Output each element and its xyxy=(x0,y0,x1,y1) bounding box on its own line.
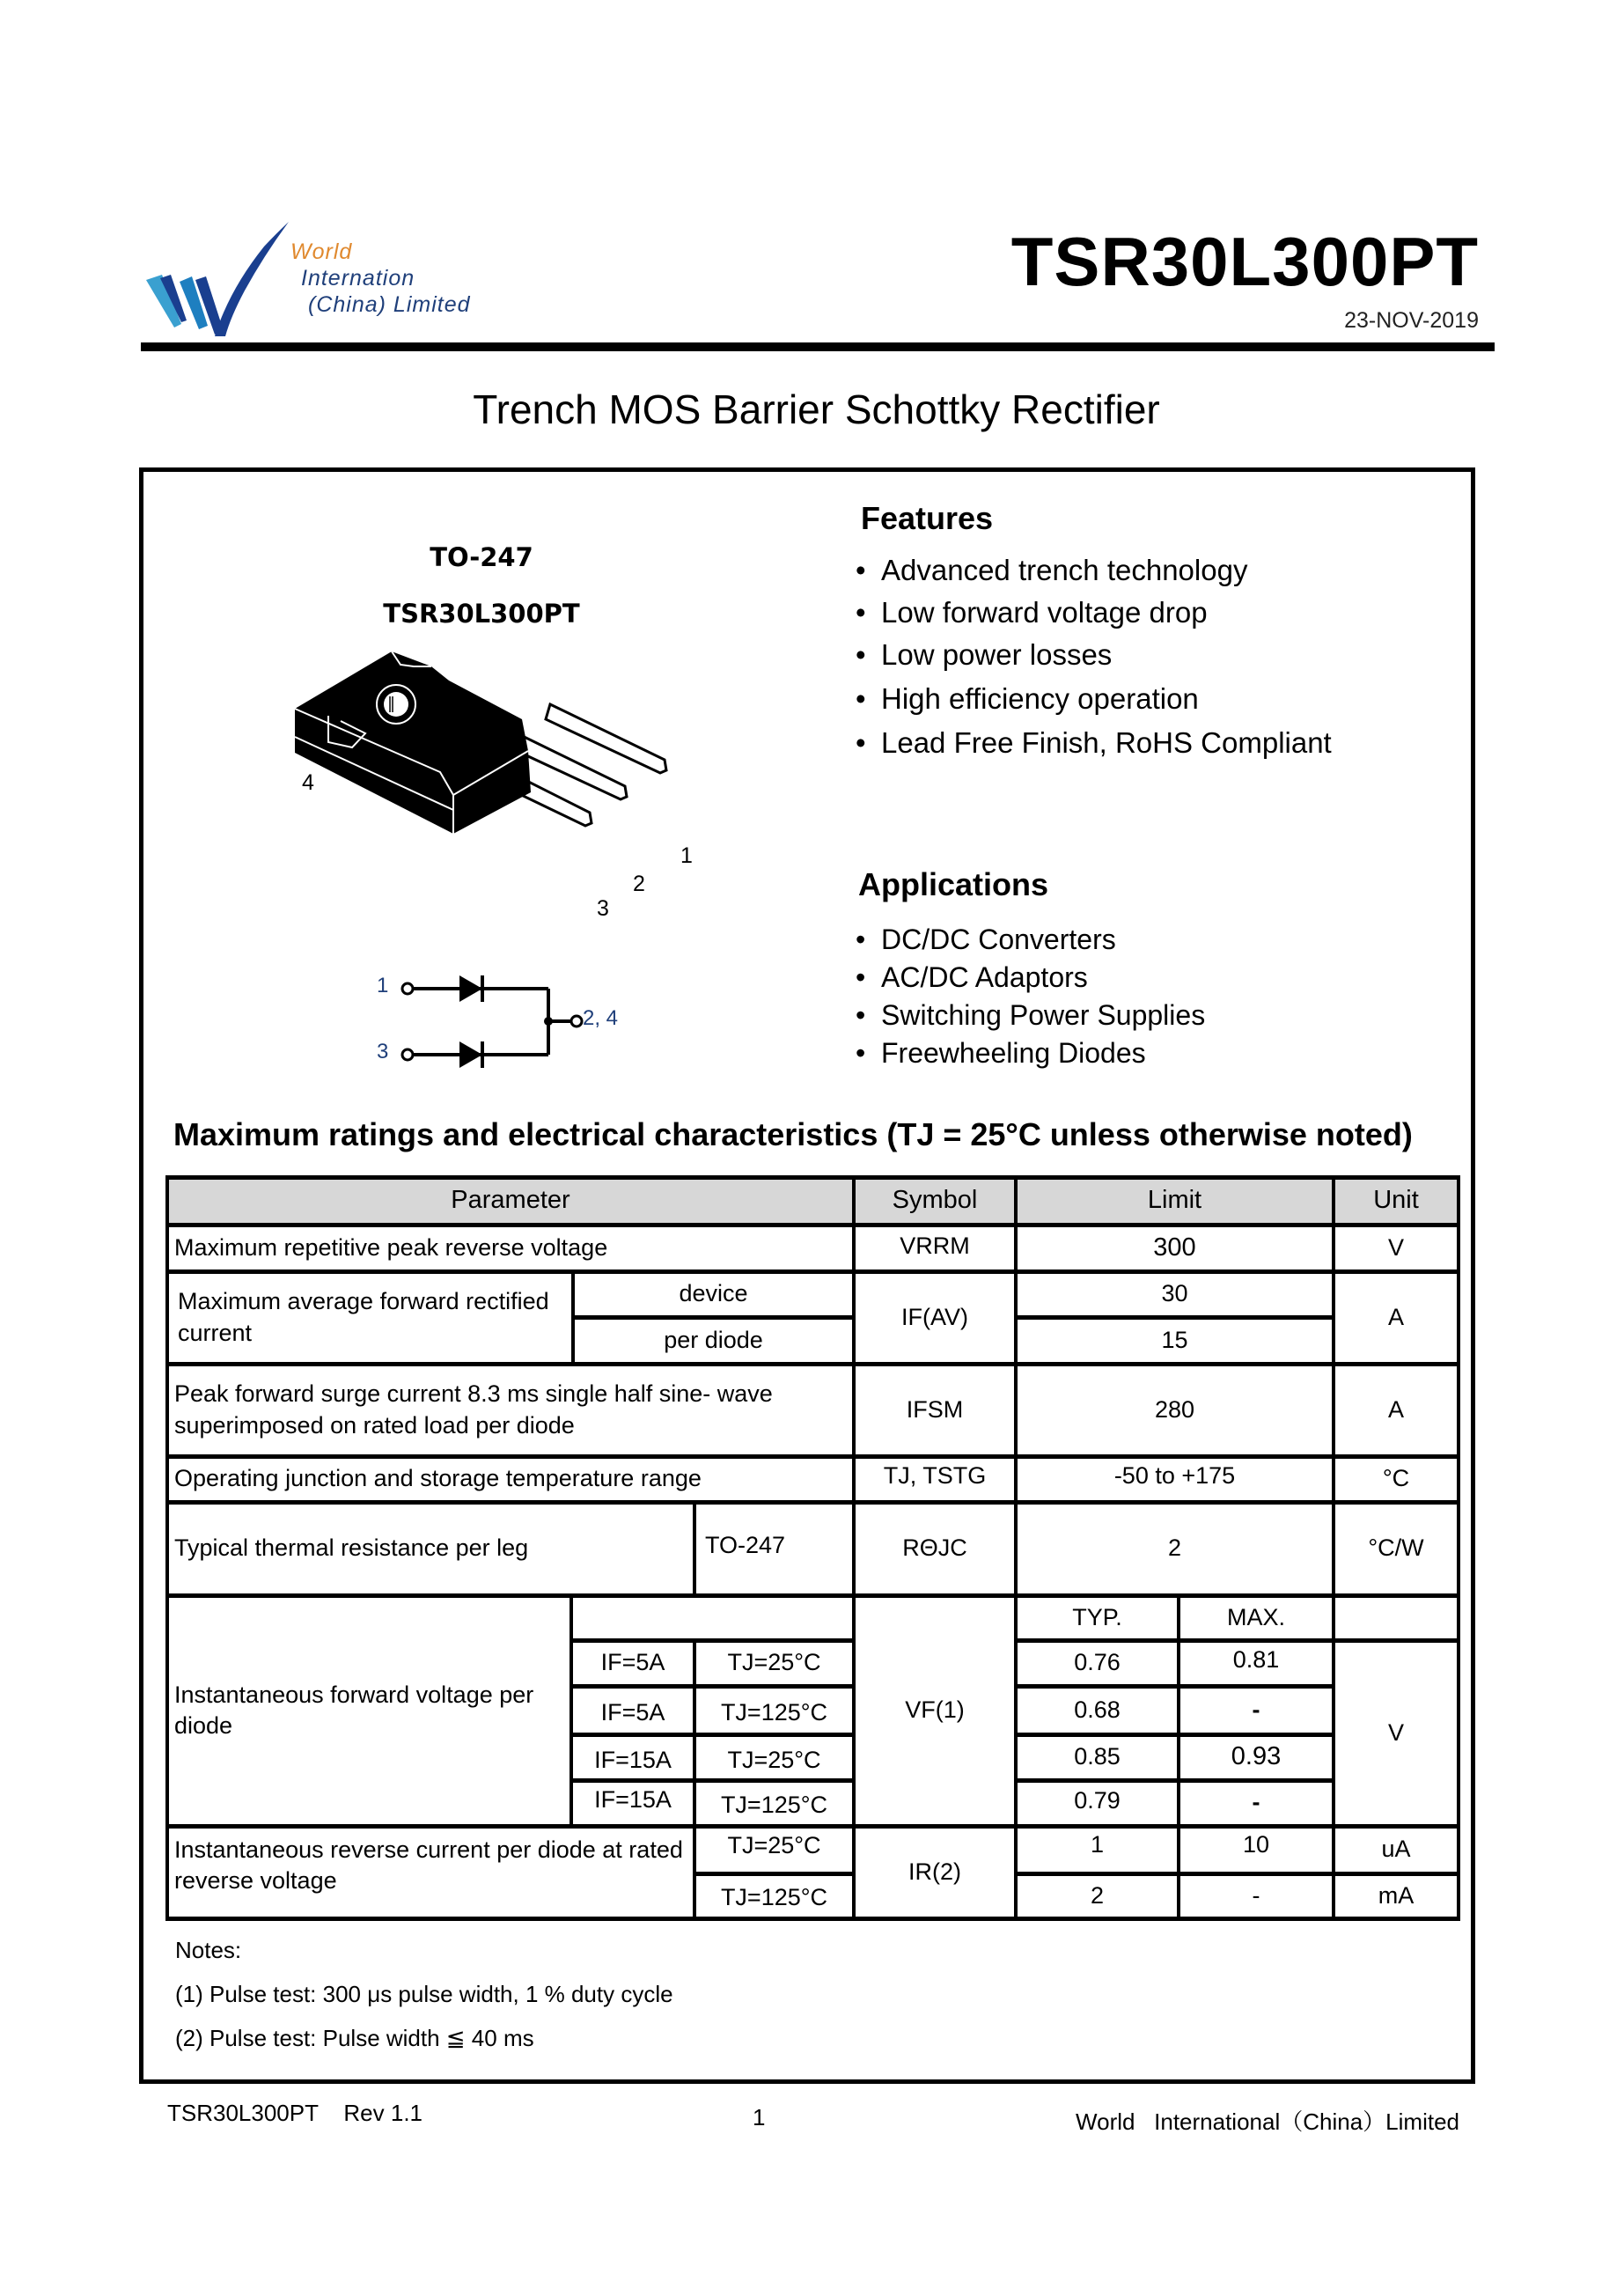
table-divider xyxy=(167,1454,1459,1459)
table-divider xyxy=(167,1500,1459,1505)
rth-package: TO-247 xyxy=(705,1532,786,1559)
logo-internation-text: Internation xyxy=(301,266,415,291)
ir-parameter: Instantaneous reverse current per diode at rated reverse voltage xyxy=(174,1836,683,1894)
application-item: • Freewheeling Diodes xyxy=(854,1034,1205,1072)
rth-symbol: RΘJC xyxy=(902,1534,967,1562)
rth-parameter: Typical thermal resistance per leg xyxy=(174,1534,529,1562)
vf-tj-condition: TJ=25°C xyxy=(727,1746,821,1773)
table-divider xyxy=(852,1177,856,1918)
vf-typ-header: TYP. xyxy=(1072,1603,1122,1630)
header-symbol: Symbol xyxy=(892,1186,978,1215)
tj-unit: °C xyxy=(1382,1465,1410,1492)
table-divider xyxy=(693,1826,696,1918)
schematic-pin-3-label: 3 xyxy=(377,1040,389,1063)
table-divider xyxy=(571,1733,854,1737)
logo-world-text: World xyxy=(290,239,353,264)
feature-item: • Low forward voltage drop xyxy=(854,592,1332,634)
note-item: (1) Pulse test: 300 μs pulse width, 1 % duty cycle xyxy=(175,1981,673,2007)
ir-max-value: 10 xyxy=(1242,1831,1270,1858)
table-divider xyxy=(1332,1177,1335,1918)
vf-tj-condition: TJ=125°C xyxy=(720,1791,828,1818)
ratings-table-title: Maximum ratings and electrical characteristics (TJ = 25°C unless otherwise noted) xyxy=(173,1116,1413,1152)
ir-tj-condition: TJ=125°C xyxy=(720,1884,828,1911)
ir-max-value: - xyxy=(1252,1881,1260,1909)
table-divider xyxy=(694,1872,854,1876)
feature-item: • High efficiency operation xyxy=(854,678,1332,720)
table-divider xyxy=(571,1684,854,1689)
header-divider xyxy=(141,342,1495,351)
vrrm-parameter: Maximum repetitive peak reverse voltage xyxy=(174,1233,608,1261)
footer-doc-revision: TSR30L300PT Rev 1.1 xyxy=(167,2100,423,2126)
ifav-limit-device: 30 xyxy=(1161,1280,1188,1307)
table-divider xyxy=(1177,1595,1180,1826)
feature-item: • Lead Free Finish, RoHS Compliant xyxy=(854,722,1332,764)
ifav-parameter: Maximum average forward rectified current xyxy=(178,1288,549,1346)
table-border xyxy=(167,1175,1459,1180)
schematic-pin-2-4-label: 2, 4 xyxy=(583,1006,619,1030)
vf-max-header: MAX. xyxy=(1226,1603,1285,1630)
package-name: TO-247 xyxy=(430,542,533,572)
table-divider xyxy=(1016,1778,1334,1783)
schematic-pin-1-label: 1 xyxy=(377,974,389,997)
vf-unit: V xyxy=(1387,1718,1404,1746)
part-number-heading: TSR30L300PT xyxy=(1010,223,1479,300)
table-divider xyxy=(573,1315,854,1320)
note-item: (2) Pulse test: Pulse width ≦ 40 ms xyxy=(175,2025,534,2051)
table-divider xyxy=(167,1824,1459,1829)
ifav-unit: A xyxy=(1387,1303,1404,1330)
vf-if-condition: IF=5A xyxy=(600,1699,665,1726)
company-logo xyxy=(141,211,493,343)
table-divider xyxy=(571,1778,854,1783)
document-title: Trench MOS Barrier Schottky Rectifier xyxy=(473,386,1160,432)
ifav-limit-per-diode: 15 xyxy=(1161,1326,1188,1353)
tj-limit: -50 to +175 xyxy=(1113,1462,1236,1490)
application-item: • Switching Power Supplies xyxy=(854,997,1205,1034)
vf-max-value: - xyxy=(1252,1696,1260,1723)
ir-typ-value: 2 xyxy=(1090,1881,1105,1909)
ifsm-parameter: Peak forward surge current 8.3 ms single half sine- wave superimposed on rated load per diode xyxy=(174,1380,773,1439)
table-divider xyxy=(571,1271,575,1364)
table-divider xyxy=(167,1269,1459,1274)
vf-typ-value: 0.68 xyxy=(1074,1696,1121,1723)
vf-max-value: 0.81 xyxy=(1232,1646,1280,1674)
header-limit: Limit xyxy=(1147,1186,1202,1215)
applications-list xyxy=(854,921,1205,1072)
features-heading: Features xyxy=(861,500,994,536)
vrrm-limit: 300 xyxy=(1153,1233,1196,1262)
ir-unit: uA xyxy=(1381,1836,1411,1863)
ir-symbol: IR(2) xyxy=(908,1858,961,1885)
ifav-condition-per-diode: per diode xyxy=(664,1326,763,1353)
ifav-symbol: IF(AV) xyxy=(901,1303,968,1330)
table-divider xyxy=(167,1593,1459,1598)
vf-if-condition: IF=15A xyxy=(594,1786,672,1814)
footer-company: World International（China）Limited xyxy=(1076,2108,1459,2135)
table-divider xyxy=(570,1595,573,1826)
footer-page-number: 1 xyxy=(753,2104,766,2130)
application-item: • DC/DC Converters xyxy=(854,921,1205,959)
table-divider xyxy=(1016,1684,1334,1689)
package-part-number: TSR30L300PT xyxy=(383,599,580,629)
application-item: • AC/DC Adaptors xyxy=(854,959,1205,997)
vrrm-symbol: VRRM xyxy=(900,1233,970,1260)
applications-heading: Applications xyxy=(858,866,1049,902)
ir-typ-value: 1 xyxy=(1090,1831,1105,1858)
pin-3-label: 3 xyxy=(597,896,609,921)
ifsm-unit: A xyxy=(1387,1395,1404,1423)
vf-if-condition: IF=5A xyxy=(600,1649,665,1676)
ifsm-symbol: IFSM xyxy=(906,1395,964,1423)
vf-tj-condition: TJ=125°C xyxy=(720,1699,828,1726)
vf-max-value: 0.93 xyxy=(1231,1742,1282,1771)
ratings-table xyxy=(167,1177,1459,1918)
document-date: 23-NOV-2019 xyxy=(1344,308,1479,333)
header-unit: Unit xyxy=(1373,1186,1419,1215)
table-divider xyxy=(167,1223,1459,1227)
tj-parameter: Operating junction and storage temperature range xyxy=(174,1465,702,1492)
vf-symbol: VF(1) xyxy=(905,1696,965,1724)
wiv-logo-icon xyxy=(141,211,290,343)
header-parameter: Parameter xyxy=(451,1186,570,1215)
table-divider xyxy=(1016,1872,1459,1876)
table-divider xyxy=(167,1362,1459,1366)
pin-1-label: 1 xyxy=(680,843,693,868)
vf-typ-value: 0.85 xyxy=(1074,1743,1121,1770)
pin-2-label: 2 xyxy=(633,872,645,896)
to247-package-icon xyxy=(286,647,709,911)
table-divider xyxy=(571,1638,854,1643)
table-divider xyxy=(693,1502,696,1595)
vf-tj-condition: TJ=25°C xyxy=(727,1649,821,1676)
table-divider xyxy=(1016,1315,1334,1320)
vf-typ-value: 0.79 xyxy=(1074,1787,1121,1814)
table-divider xyxy=(1016,1638,1459,1643)
table-divider xyxy=(1177,1826,1180,1918)
vf-max-value: - xyxy=(1252,1789,1260,1816)
table-border xyxy=(1457,1175,1460,1921)
table-border xyxy=(165,1175,169,1921)
vf-typ-value: 0.76 xyxy=(1074,1649,1121,1676)
notes-heading: Notes: xyxy=(175,1937,242,1963)
vf-parameter: Instantaneous forward voltage per diode xyxy=(174,1681,534,1739)
feature-item: • Advanced trench technology xyxy=(854,549,1332,592)
pin-4-label: 4 xyxy=(302,770,314,795)
ifav-condition-device: device xyxy=(679,1280,748,1307)
rth-limit: 2 xyxy=(1167,1534,1182,1562)
features-list xyxy=(854,549,1332,764)
vrrm-unit: V xyxy=(1387,1233,1404,1261)
table-divider xyxy=(1016,1733,1334,1737)
table-divider xyxy=(693,1640,696,1826)
ir-unit: mA xyxy=(1378,1881,1415,1909)
table-divider xyxy=(1014,1177,1018,1918)
table-border xyxy=(167,1917,1459,1921)
ir-tj-condition: TJ=25°C xyxy=(727,1832,821,1859)
vf-if-condition: IF=15A xyxy=(594,1746,672,1773)
tj-symbol: TJ, TSTG xyxy=(883,1462,987,1490)
ifsm-limit: 280 xyxy=(1154,1395,1195,1423)
logo-china-limited-text: (China) Limited xyxy=(308,292,471,317)
feature-item: • Low power losses xyxy=(854,634,1332,676)
rth-unit: °C/W xyxy=(1368,1534,1424,1562)
